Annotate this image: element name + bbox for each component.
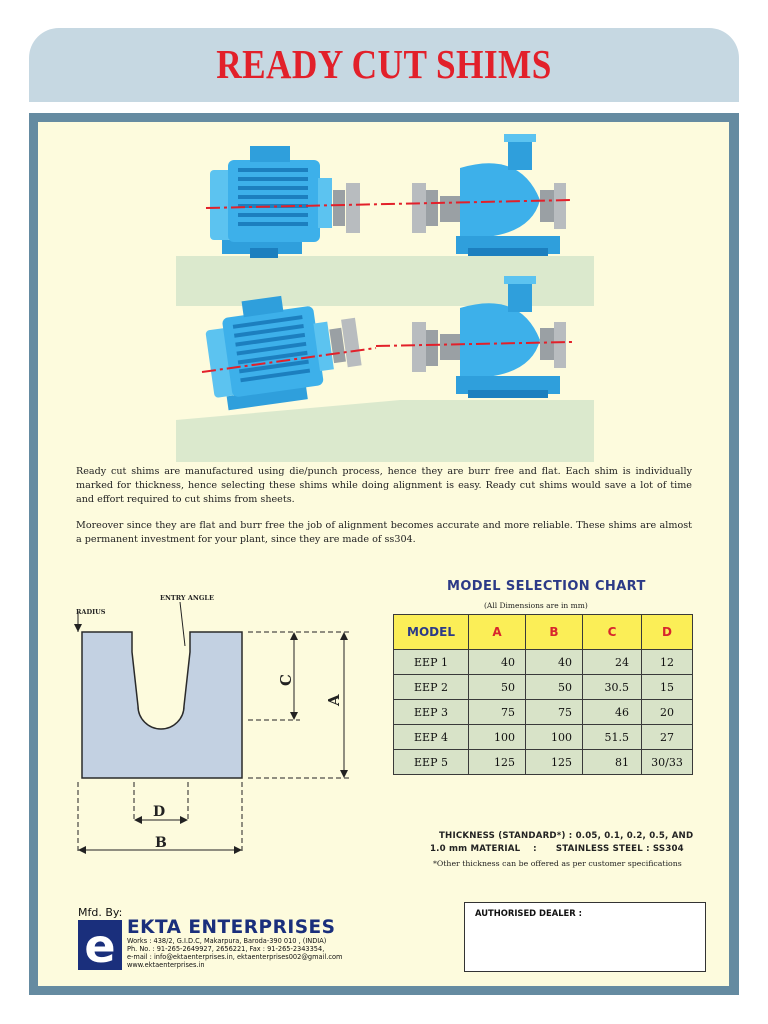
header-model: MODEL xyxy=(394,615,469,650)
chart-title: MODEL SELECTION CHART xyxy=(447,579,646,594)
header-c: C xyxy=(583,615,642,650)
dim-b-label: B xyxy=(155,835,167,851)
cell-a: 40 xyxy=(469,650,526,675)
cell-model: EEP 4 xyxy=(394,725,469,750)
cell-d: 20 xyxy=(642,700,693,725)
entry-angle-label: ENTRY ANGLE xyxy=(160,594,214,602)
cell-c: 81 xyxy=(583,750,642,775)
dealer-box xyxy=(464,902,706,972)
cell-d: 27 xyxy=(642,725,693,750)
thickness-spec: THICKNESS (STANDARD*) : 0.05, 0.1, 0.2, 0.5, AND xyxy=(439,831,694,841)
dim-d-label: D xyxy=(153,804,166,820)
cell-c: 51.5 xyxy=(583,725,642,750)
cell-model: EEP 5 xyxy=(394,750,469,775)
radius-label: RADIUS xyxy=(76,608,106,616)
cell-b: 50 xyxy=(526,675,583,700)
cell-a: 100 xyxy=(469,725,526,750)
header-b: B xyxy=(526,615,583,650)
description-paragraph-1: Ready cut shims are manufactured using die/punch process, hence they are burr free and flat. Each shim is individually marked for thickness, hence selecting these shims while doing alignment is easy. Ready cut shims would save a lot of time and effort required to cut shims from sheets. xyxy=(76,466,692,505)
cell-model: EEP 1 xyxy=(394,650,469,675)
cell-a: 50 xyxy=(469,675,526,700)
cell-d: 15 xyxy=(642,675,693,700)
logo-letter: e xyxy=(84,919,116,973)
description-paragraph-2: Moreover since they are flat and burr free the job of alignment becomes accurate and more reliable. These shims are almost a permanent investment for your plant, since they are made of ss304. xyxy=(76,520,692,545)
cell-model: EEP 3 xyxy=(394,700,469,725)
cell-a: 125 xyxy=(469,750,526,775)
cell-c: 46 xyxy=(583,700,642,725)
dim-a-label: A xyxy=(325,694,343,706)
cell-b: 40 xyxy=(526,650,583,675)
website: www.ektaenterprises.in xyxy=(127,961,205,969)
cell-a: 75 xyxy=(469,700,526,725)
company-name: EKTA ENTERPRISES xyxy=(127,917,336,938)
cell-d: 12 xyxy=(642,650,693,675)
cell-model: EEP 2 xyxy=(394,675,469,700)
works-address: Works : 438/2, G.I.D.C, Makarpura, Baroda-390 010 , (INDIA) xyxy=(127,937,327,945)
dim-c-label: C xyxy=(277,674,295,686)
chart-subtitle: (All Dimensions are in mm) xyxy=(484,601,588,610)
email-address: e-mail : info@ektaenterprises.in, ektaenterprises002@gmail.com xyxy=(127,953,343,961)
material-spec: 1.0 mm MATERIAL : STAINLESS STEEL : SS304 xyxy=(430,844,684,854)
cell-c: 30.5 xyxy=(583,675,642,700)
cell-b: 75 xyxy=(526,700,583,725)
cell-d: 30/33 xyxy=(642,750,693,775)
header-a: A xyxy=(469,615,526,650)
thickness-note: *Other thickness can be offered as per customer specifications xyxy=(433,859,682,868)
cell-c: 24 xyxy=(583,650,642,675)
page-title: READY CUT SHIMS xyxy=(216,41,552,87)
mfd-by-label: Mfd. By: xyxy=(78,906,123,919)
cell-b: 125 xyxy=(526,750,583,775)
phone-fax: Ph. No. : 91-265-2649927, 2656221, Fax : 91-265-2343354, xyxy=(127,945,325,953)
cell-b: 100 xyxy=(526,725,583,750)
header-d: D xyxy=(642,615,693,650)
dealer-label: AUTHORISED DEALER : xyxy=(475,908,582,918)
